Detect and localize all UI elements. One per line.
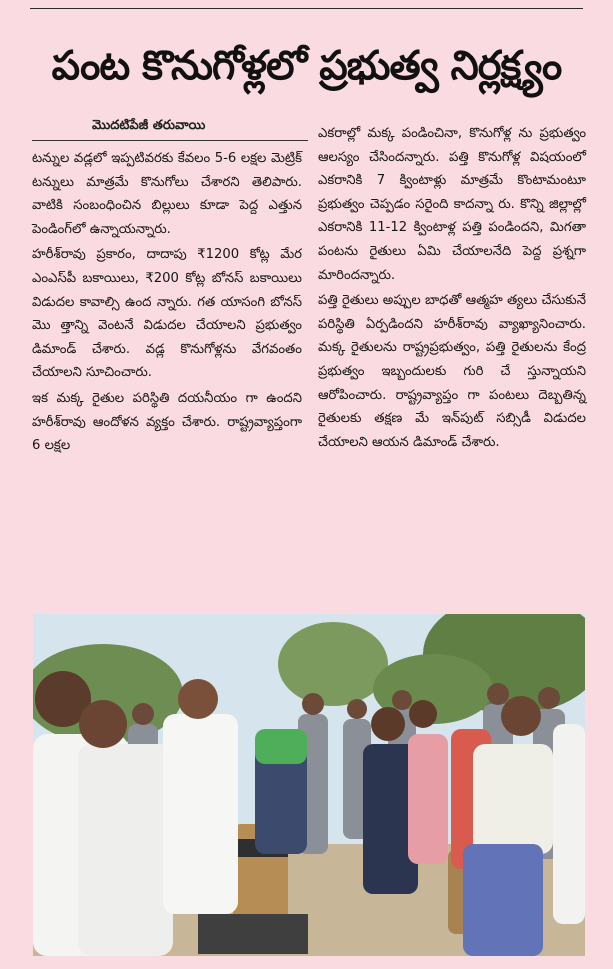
- news-photo: [33, 614, 585, 956]
- paragraph: ఇక మక్క రైతుల పరిస్థితి దయనీయం గా ఉందని హరీశ్‌రావు ఆందోళన వ్యక్తం చేశారు. రాష్ట్రవ్యాప్తంగా 6 లక్షల: [32, 390, 302, 454]
- article-headline: పంట కొనుగోళ్లలో ప్రభుత్వ నిర్లక్ష్యం: [51, 43, 562, 89]
- continuation-label: మొదటిపేజీ తరువాయి: [92, 118, 206, 133]
- paragraph: ఎకరాల్లో మక్క పండించినా, కొనుగోళ్ల ను ప్రభుత్వం ఆలస్యం చేసిందన్నారు. పత్తి కొనుగోళ్ల విషయంలో ఎకరానికి 7 క్వింటాళ్లు మాత్రమే కొంటామంటూ ప్రభుత్వం చెప్పడం సరైంది కాదన్నా రు. కొన్ని జిల్లాల్లో ఎకరానికి 11-12 క్వింటాళ్ల పత్తి పండిందని, మిగతా పంటను రైతులు ఏమి చేయాలనేది పెద్ద ప్రశ్నగా మారిందన్నారు.: [318, 126, 586, 283]
- continuation-rule: [32, 140, 308, 141]
- paragraph: పత్తి రైతులు అప్పుల బాధతో ఆత్మహ త్యలు చేసుకునే పరిస్థితి ఏర్పడిందని హరీశ్‌రావు వ్యాఖ్యానించారు. మక్క రైతులను రాష్ట్రప్రభుత్వం, పత్తి రైతులను కేంద్ర ప్రభుత్వం ఇబ్బందులకు గురి చే స్తున్నాయని ఆరోపించారు. రాష్ట్రవ్యాప్తం గా పంటలు దెబ్బతిన్న రైతులకు తక్షణ మే ఇన్‌పుట్ సబ్సిడీ విడుదల చేయాలని ఆయన డిమాండ్ చేశారు.: [318, 293, 586, 450]
- article-right-column: [318, 122, 586, 456]
- paragraph: హరీశ్‌రావు ప్రకారం, దాదాపు ₹1200 కోట్ల మేర ఎంఎస్‌పీ బకాయిలు, ₹200 కోట్ల బోనస్ బకాయిలు విడుదల కావాల్సి ఉంద న్నారు. గత యాసంగి బోనస్ మొ త్తాన్ని వెంటనే విడుదల చేయాలని ప్రభుత్వం డిమాండ్ చేశారు. వడ్ల కొనుగోళ్లను వేగవంతం చేయాలని సూచించారు.: [32, 247, 302, 381]
- article-left-column: [32, 147, 302, 460]
- paragraph: టన్నుల వడ్లలో ఇప్పటివరకు కేవలం 5-6 లక్షల మెట్రిక్ టన్నులు మాత్రమే కొనుగోలు చేశారని తెలిపారు. వాటికి సంబంధించిన బిల్లులు కూడా పెద్ద ఎత్తున పెండింగ్‌లో ఉన్నాయన్నారు.: [32, 151, 302, 237]
- top-rule: [30, 8, 583, 9]
